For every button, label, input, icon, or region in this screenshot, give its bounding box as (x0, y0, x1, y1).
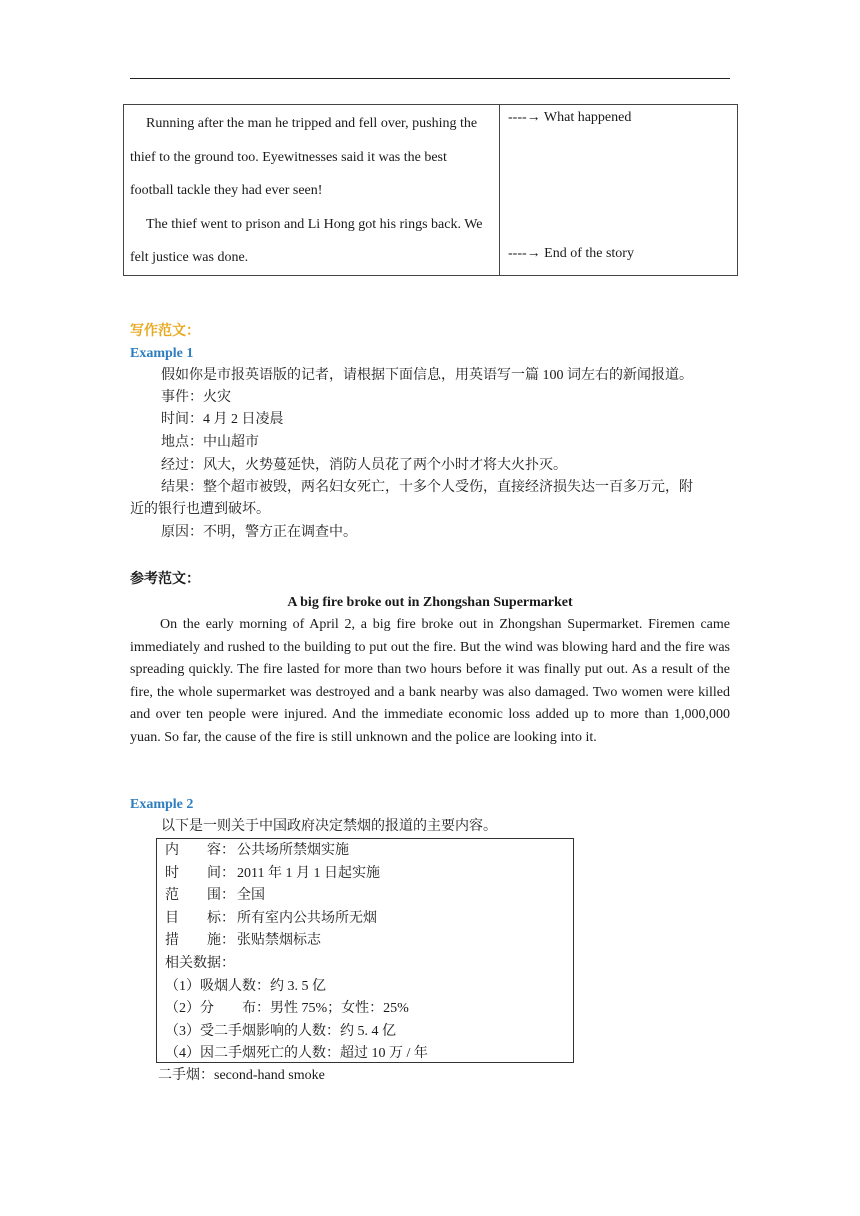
example-2-intro: 以下是一则关于中国政府决定禁烟的报道的主要内容。 (161, 819, 497, 834)
content-value: 公共场所禁烟实施 (237, 843, 349, 858)
story-paragraph-1: Running after the man he tripped and fell over, pushing the thief to the ground too. Eyewitnesses said it was the best football tackle they had ever seen! (130, 116, 478, 199)
place-line: 地点：中山超市 (161, 435, 259, 450)
time-line: 时间：4 月 2 日凌晨 (161, 412, 284, 427)
scope-value: 全国 (237, 888, 265, 904)
example-1-prompt: 假如你是市报英语版的记者，请根据下面信息，用英语写一篇 100 词左右的新闻报道。 (161, 368, 693, 383)
measure-row (165, 930, 573, 953)
measure-key: 措 施： (165, 933, 235, 949)
content-key: 内 容： (165, 843, 235, 858)
end-of-story-note: ----→ End of the story (508, 245, 634, 261)
measure-value: 张贴禁烟标志 (237, 933, 321, 949)
what-happened-note: ----→ What happened (508, 110, 632, 125)
story-text-cell (124, 105, 500, 276)
content-row (165, 840, 573, 863)
smoking-ban-box (156, 838, 574, 1063)
reference-heading: 参考范文： (130, 572, 200, 587)
data-item-2: （2）分 布：男性 75%；女性：25% (165, 1001, 409, 1017)
cause-line: 原因：不明，警方正在调查中。 (161, 525, 357, 540)
data-heading: 相关数据： (165, 955, 235, 971)
data-item-1: （1）吸烟人数：约 3. 5 亿 (165, 978, 326, 994)
goal-value: 所有室内公共场所无烟 (237, 910, 377, 926)
event-line: 事件：火灾 (161, 390, 231, 405)
result-line-2: 近的银行也遭到破坏。 (130, 502, 270, 517)
story-structure-cell (500, 105, 738, 276)
result-line-1: 结果：整个超市被毁，两名妇女死亡，十多个人受伤，直接经济损失达一百多万元，附 (161, 480, 693, 495)
data-item-4: （4）因二手烟死亡的人数：超过 10 万 / 年 (165, 1046, 428, 1062)
process-line: 经过：风大，火势蔓延快，消防人员花了两个小时才将大火扑灭。 (161, 458, 567, 473)
header-rule (130, 78, 730, 79)
scope-key: 范 围： (165, 888, 235, 904)
time-key: 时 间： (165, 865, 235, 881)
time-value: 2011 年 1 月 1 日起实施 (237, 865, 380, 881)
story-paragraph-2: The thief went to prison and Li Hong got his rings back. We felt justice was done. (130, 216, 483, 266)
example-1-label: Example 1 (130, 346, 194, 361)
writing-samples-heading: 写作范文： (130, 324, 200, 339)
example-2-label: Example 2 (130, 797, 194, 812)
story-table (123, 104, 738, 276)
article-title: A big fire broke out in Zhongshan Supermarket (287, 595, 573, 610)
article-body: On the early morning of April 2, a big fire broke out in Zhongshan Supermarket. Firemen came immediately and rushed to the building to put out the fire. But the wind was blowing hard and the fire was spreading quickly. The fire lasted for more than two hours before it was finally put out. As a result of the fire, the whole supermarket was destroyed and a bank nearby was also damaged. Two women were killed and over ten people were injured. And the immediate economic loss added up to more than 1,000,000 yuan. So far, the cause of the fire is still unknown and the police are looking into it. (130, 617, 730, 745)
time-row (165, 863, 573, 886)
goal-key: 目 标： (165, 910, 235, 926)
goal-row (165, 908, 573, 931)
data-item-3: （3）受二手烟影响的人数：约 5. 4 亿 (165, 1023, 396, 1039)
vocab-note: 二手烟：second-hand smoke (158, 1068, 325, 1083)
scope-row (165, 885, 573, 908)
